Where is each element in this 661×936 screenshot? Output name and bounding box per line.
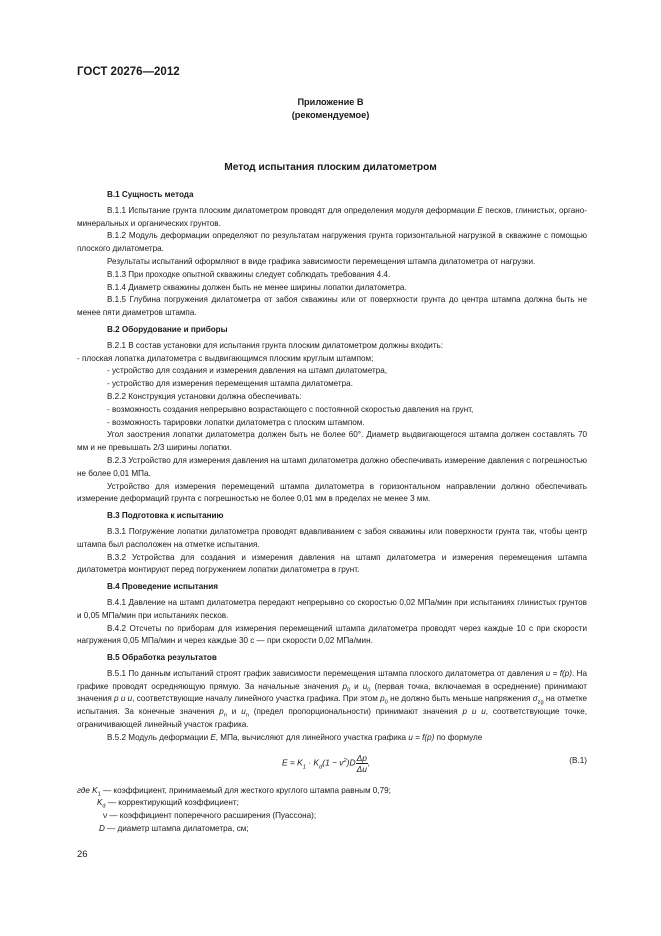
list-item: - возможность тарировки лопатки дилатометра с плоским штампом. (107, 417, 365, 427)
formula-expression: $E = K_1 \cdot K_d(1 - \nu^2)D$ $\frac{\Delta p}{\Delta u}$ , (282, 752, 371, 774)
formula-definitions (77, 785, 587, 836)
paragraph-b2-3-displacement: Устройство для измерения перемещений штампа дилатометра в горизонтальном направлении должно обеспечивать измерение деформаций грунта с погрешностью не более 0,01 мм в пределах не менее 3 мм. (77, 481, 587, 504)
paragraph-b3-1: В.3.1 Погружение лопатки дилатометра проводят вдавливанием с забоя скважины или поверхности грунта так, чтобы центр штампа был расположен на отметке испытания. (77, 526, 587, 549)
list-item: - устройство для создания и измерения давления на штамп дилатометра, (107, 366, 388, 376)
formula-fraction: $\frac{\Delta p}{\Delta u}$ (356, 752, 367, 774)
paragraph-b1-5: В.1.5 Глубина погружения дилатометра от забоя скважины или от поверхности грунта до центра штампа должна быть не менее пяти диаметров штампа. (77, 295, 587, 318)
paragraph-b5-2: В.5.2 Модуль деформации E, МПа, вычисляют для линейного участка графика u = f(p) по формуле (107, 732, 483, 742)
paragraph-b1-2-results: Результаты испытаний оформляют в виде графика зависимости перемещения штампа дилатометра от нагрузки. (107, 256, 536, 266)
definition-nu: ν — коэффициент поперечного расширения (Пуассона); (103, 811, 317, 821)
main-title: Метод испытания плоским дилатометром (224, 162, 437, 173)
formula-number: (В.1) (569, 755, 587, 765)
section-heading-b3: В.3 Подготовка к испытанию (107, 511, 224, 521)
list-item: - возможность создания непрерывно возрастающего с постоянной скоростью давления на грунт, (107, 404, 474, 414)
formula-b1 (77, 747, 587, 783)
appendix-status: (рекомендуемое) (291, 110, 370, 120)
section-heading-b2: В.2 Оборудование и приборы (107, 324, 228, 334)
definition-d: D — диаметр штампа дилатометра, см; (99, 824, 249, 834)
paragraph-b4-2: В.4.2 Отсчеты по приборам для измерения перемещений штампа дилатометра проводят через каждые 10 с при скорости нагружения 0,05 МПа/мин и через каждые 30 с — при скорости 0,02 МПа/мин. (77, 623, 587, 646)
paragraph-b4-1: В.4.1 Давление на штамп дилатометра передают непрерывно со скоростью 0,02 МПа/мин при испытаниях глинистых грунтов и 0,05 МПа/мин при испытаниях песков. (77, 597, 587, 620)
appendix-title: Приложение В (297, 97, 364, 107)
section-heading-b5: В.5 Обработка результатов (107, 653, 217, 663)
paragraph-b1-4: В.1.4 Диаметр скважины должен быть не менее ширины лопатки дилатометра. (107, 282, 407, 292)
paragraph-b1-3: В.1.3 При проходке опытной скважины следует соблюдать требования 4.4. (107, 269, 391, 279)
document-code: ГОСТ 20276—2012 (77, 66, 180, 78)
definition-kd: $K_d$ — корректирующий коэффициент; (97, 798, 239, 811)
section-heading-b4: В.4 Проведение испытания (107, 582, 218, 592)
paragraph-b1-2: В.1.2 Модуль деформации определяют по результатам нагружения грунта горизонтальной нагрузкой в скважине с помощью плоского дилатометра. (77, 231, 587, 254)
definition-k1: где $K_1$ — коэффициент, принимаемый для жесткого круглого штампа равным 0,79; (77, 785, 391, 798)
paragraph-b3-2: В.3.2 Устройства для создания и измерения давления на штамп дилатометра и измерения перемещения штампа дилатометра монтируют перед погружением лопатки дилатометра в грунт. (77, 552, 587, 575)
document-body (77, 185, 587, 836)
paragraph-b2-2: В.2.2 Конструкция установки должна обеспечивать: (107, 391, 302, 401)
paragraph-b2-1: В.2.1 В состав установки для испытания грунта плоским дилатометром должны входить: (107, 340, 444, 350)
page-number: 26 (77, 849, 88, 860)
list-item: - устройство для измерения перемещения штампа дилатометра. (107, 379, 353, 389)
paragraph-b2-3: В.2.3 Устройство для измерения давления на штамп дилатометра должно обеспечивать измерение давления с погрешностью не более 0,01 МПа. (77, 455, 587, 478)
section-heading-b1: В.1 Сущность метода (107, 190, 194, 199)
paragraph-b2-2-angle: Угол заострения лопатки дилатометра должен быть не более 60°. Диаметр выдвигающегося штампа должен составлять 70 мм и не превышать 2/3 ширины лопатки. (77, 430, 587, 453)
paragraph-b5-1: В.5.1 По данным испытаний строят график зависимости перемещения штампа плоского дилатометра от давления u = f(p). На графике проводят осредняющую прямую. За начальные значения $p_0$ и $u_0$ (первая точка, включаемая в осреднение) принимают значения p и u, соответствующие началу линейного участка графика. При этом $p_0$ не должно быть меньше напряжения $\sigma_{zg}$ на отметке испытания. За конечные значения $p_n$ и $u_n$ (предел пропорциональности) принимают значения p и u, соответствующие точке, ограничивающей линейный участок графика. (77, 668, 588, 730)
list-item: - плоская лопатка дилатометра с выдвигающимся плоским круглым штампом; (77, 353, 374, 363)
paragraph-b1-1: В.1.1 Испытание грунта плоским дилатометром проводят для определения модуля деформации E песков, глинистых, органо-минеральных и органических грунтов. (77, 205, 587, 228)
